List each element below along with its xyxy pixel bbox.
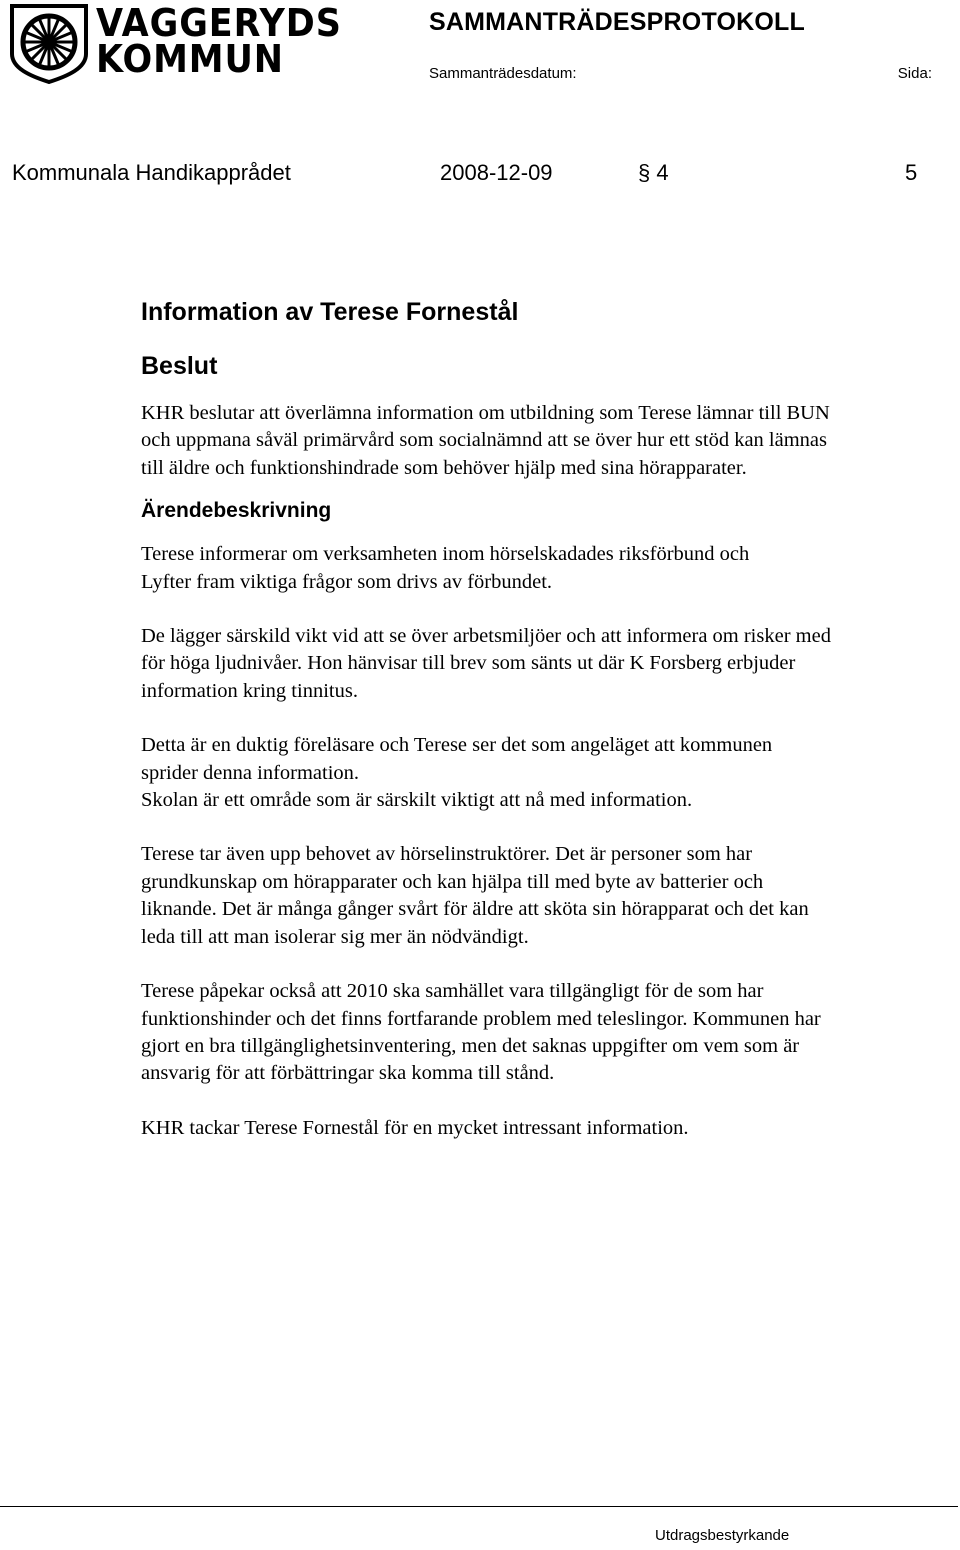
logo-text-line1: VAGGERYDS bbox=[96, 1, 342, 45]
extract-certification-label: Utdragsbestyrkande bbox=[655, 1527, 790, 1544]
protocol-content bbox=[141, 296, 941, 1169]
page-number: 5 bbox=[905, 160, 918, 185]
paragraph-number: § 4 bbox=[638, 160, 669, 185]
case-paragraph: KHR tackar Terese Fornestål för en mycket intressant information. bbox=[141, 1116, 689, 1139]
case-description-heading: Ärendebeskrivning bbox=[141, 499, 332, 523]
logo-text-line2: KOMMUN bbox=[96, 37, 284, 81]
case-paragraph: De lägger särskild vikt vid att se över arbetsmiljöer och att informera om risker med för höga ljudnivåer. Hon hänvisar till brev som sänts ut där K Forsberg erbjuder information kring tinnitus. bbox=[141, 625, 831, 702]
meeting-date: 2008-12-09 bbox=[440, 160, 553, 185]
decision-heading: Beslut bbox=[141, 352, 218, 380]
case-paragraph: Terese påpekar också att 2010 ska samhället vara tillgängligt för de som har funktionshinder och det finns fortfarande problem med teleslingor. Kommunen har gjort en bra tillgänglighetsinventering, men det saknas uppgifter om vem som är ansvarig för att förbättringar ska komma till stånd. bbox=[141, 980, 821, 1085]
case-paragraph: Terese informerar om verksamheten inom hörselskadades riksförbund och Lyfter fram viktiga frågor som drivs av förbundet. bbox=[141, 543, 750, 593]
case-paragraph: Detta är en duktig föreläsare och Terese ser det som angeläget att kommunen sprider denna information. Skolan är ett område som är särskilt viktigt att nå med information. bbox=[141, 734, 773, 812]
decision-text: KHR beslutar att överlämna information om utbildning som Terese lämnar till BUN och uppmana såväl primärvård som socialnämnd att se över hur ett stöd kan lämnas till äldre och funktionshindrade som behöver hjälp med sina hörapparater. bbox=[141, 402, 830, 479]
item-title: Information av Terese Fornestål bbox=[141, 298, 519, 326]
case-paragraph: Terese tar även upp behovet av hörselinstruktörer. Det är personer som har grundkunskap om hörapparater och kan hjälpa till med byte av batterier och liknande. Det är många gånger svårt för äldre att sköta sin hörapparat och det kan leda till att man isolerar sig mer än nödvändigt. bbox=[141, 843, 809, 948]
page-label: Sida: bbox=[897, 65, 932, 82]
committee-name: Kommunala Handikapprådet bbox=[12, 160, 291, 185]
meeting-date-label: Sammanträdesdatum: bbox=[429, 65, 577, 82]
wheel-emblem-icon bbox=[6, 2, 92, 84]
document-title: SAMMANTRÄDESPROTOKOLL bbox=[429, 8, 805, 36]
footer-divider bbox=[0, 1506, 958, 1507]
municipality-logo bbox=[6, 1, 342, 84]
